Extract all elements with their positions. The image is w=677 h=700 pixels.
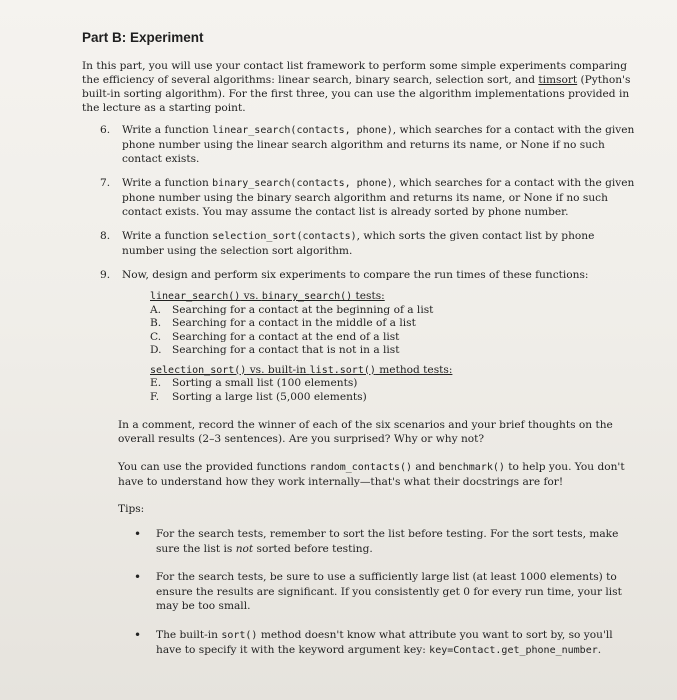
question-9: 9. Now, design and perform six experiments to compare the run times of these functions: (100, 269, 589, 281)
test-item-c: C. Searching for a contact at the end of a list (150, 330, 400, 343)
sort-tests-heading: selection_sort() vs. built-in list.sort() method tests: (150, 363, 453, 376)
test-item-f: F. Sorting a large list (5,000 elements) (150, 390, 367, 403)
question-number: 9. (100, 269, 111, 281)
comment-paragraph: In a comment, record the winner of each of the six scenarios and your brief thoughts on the overall results (2–3 sentences). Are you surprised? Why or why not? (118, 419, 613, 445)
question-7: 7. Write a function binary_search(contacts, phone), which searches for a contact with the given phone number using the binary search algorithm and returns its name, or None if no such contact exists. You may assume the contact list is already sorted by phone number. (100, 177, 635, 218)
bullet-icon: • (134, 570, 142, 584)
question-list (82, 123, 637, 282)
code-snippet: binary_search(contacts, phone) (212, 178, 393, 189)
tips-list (82, 527, 637, 659)
code-snippet: selection_sort(contacts) (212, 231, 357, 242)
tip-item: • For the search tests, be sure to use a sufficiently large list (at least 1000 elements) to ensure the results are significant. If you consistently get 0 for every run time, your list may be too small. (134, 570, 622, 612)
code-snippet: linear_search(contacts, phone) (212, 125, 393, 136)
tip-item: • For the search tests, remember to sort the list before testing. For the sort tests, make sure the list is not sorted before testing. (134, 527, 619, 555)
question-6: 6. Write a function linear_search(contacts, phone), which searches for a contact with the given phone number using the linear search algorithm and returns its name, or None if no such contact exists. (100, 124, 635, 165)
tips-label: Tips: (118, 503, 145, 515)
experiment-list (150, 290, 637, 404)
bullet-icon: • (134, 627, 142, 642)
timsort-link[interactable]: timsort (538, 74, 578, 86)
question-8: 8. Write a function selection_sort(contacts), which sorts the given contact list by phone number using the selection sort algorithm. (100, 230, 595, 257)
tip-item: • The built-in sort() method doesn't know what attribute you want to sort by, so you'll have to specify it with the keyword argument key: key=Contact.get_phone_number. (134, 627, 613, 656)
helper-paragraph: You can use the provided functions random_contacts() and benchmark() to help you. You don't have to understand how they work internally—that's what their docstrings are for! (118, 461, 625, 488)
page-title: Part B: Experiment (82, 30, 204, 45)
search-tests-heading: linear_search() vs. binary_search() tests: (150, 290, 385, 302)
intro-paragraph: In this part, you will use your contact list framework to perform some simple experiments comparing the efficiency of several algorithms: linear search, binary search, selection sort, and timsort (Python's built-in sorting algorithm). For the first three, you can use the algorithm implementations provided in the lecture as a starting point. (82, 60, 631, 114)
test-item-a: A. Searching for a contact at the beginning of a list (150, 303, 434, 316)
test-item-e: E. Sorting a small list (100 elements) (150, 377, 358, 389)
test-item-b: B. Searching for a contact in the middle of a list (150, 317, 416, 329)
question-number: 8. (100, 230, 111, 242)
question-number: 6. (100, 124, 111, 136)
bullet-icon: • (134, 527, 142, 541)
test-item-d: D. Searching for a contact that is not in a list (150, 344, 400, 356)
question-number: 7. (100, 177, 111, 189)
